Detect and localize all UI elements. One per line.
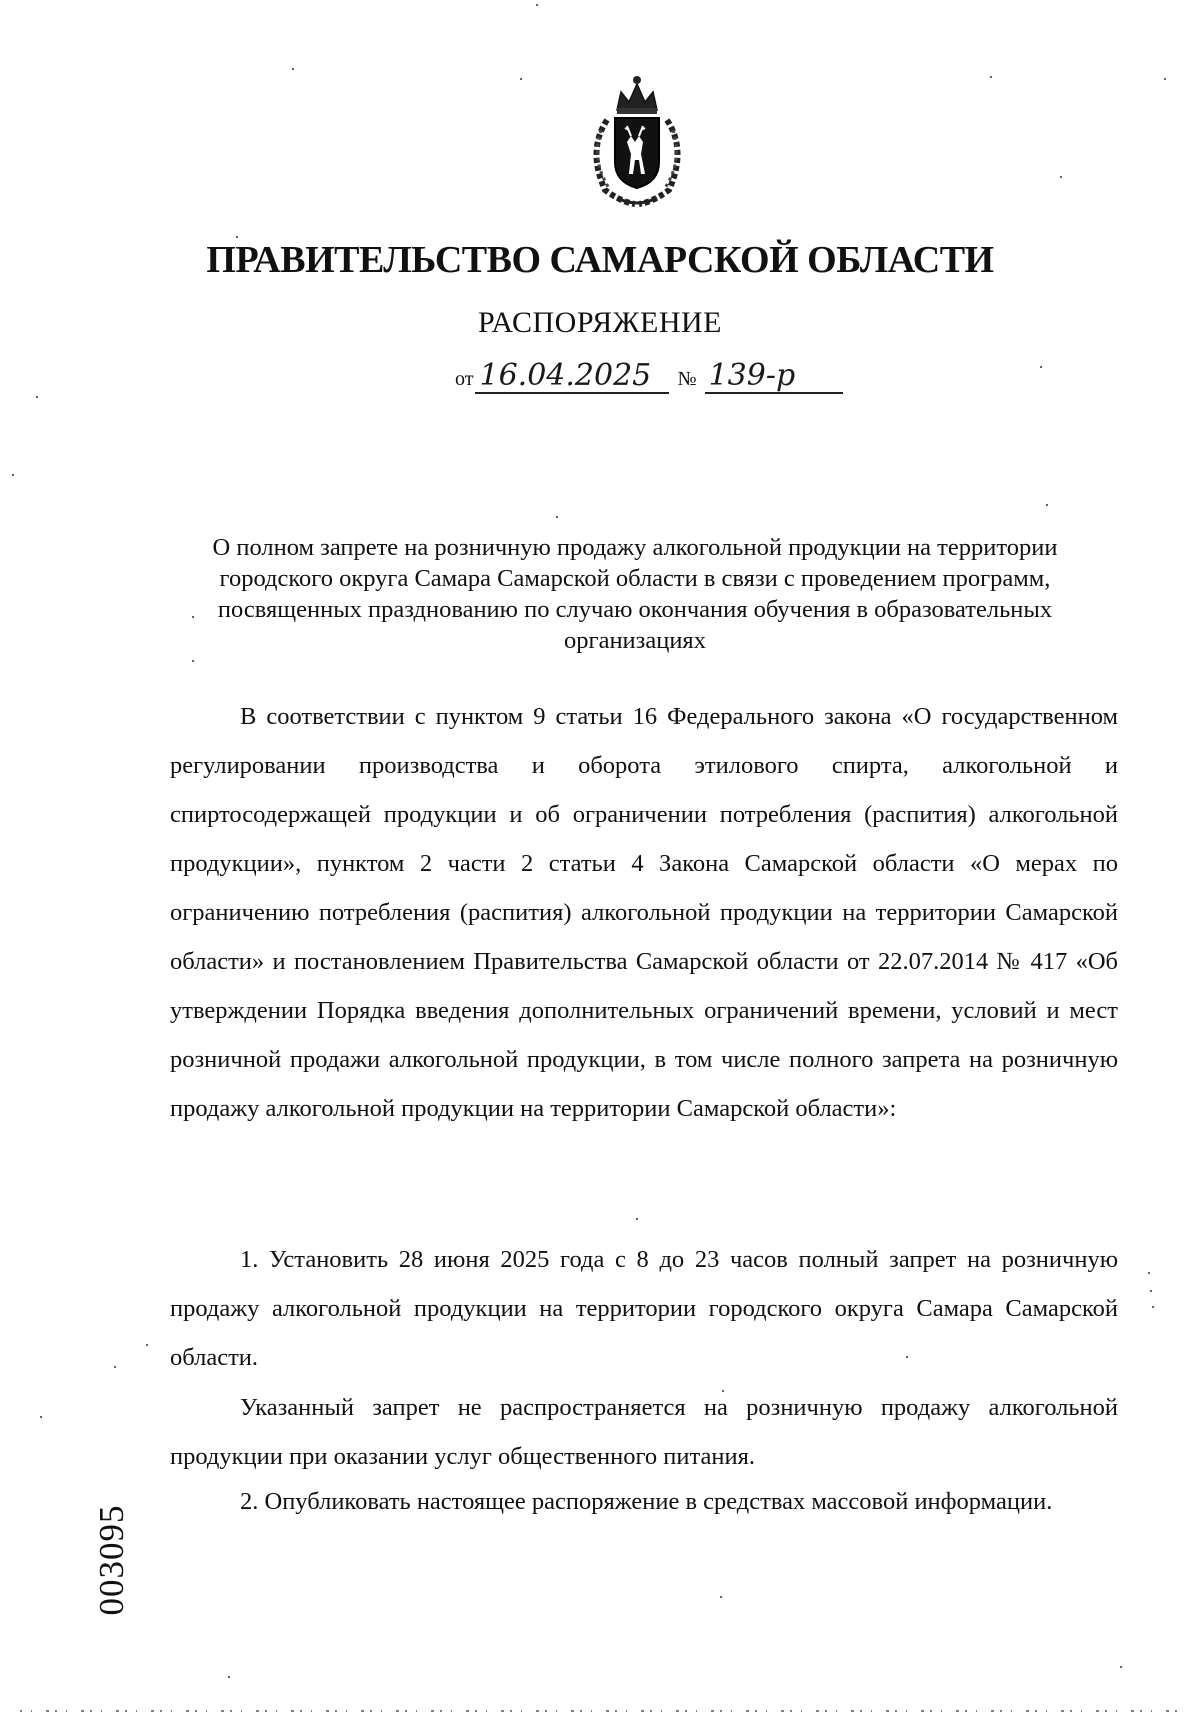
scan-speck	[228, 1676, 230, 1678]
date-prefix: от	[455, 368, 474, 390]
scan-speck	[1046, 504, 1048, 506]
document-type: РАСПОРЯЖЕНИЕ	[477, 306, 723, 339]
government-title: ПРАВИТЕЛЬСТВО САМАРСКОЙ ОБЛАСТИ	[206, 239, 994, 281]
scan-speck	[12, 474, 14, 476]
scan-speck	[720, 1596, 722, 1598]
body-paragraph: 2. Опубликовать настоящее распоряжение в средствах массовой информации.	[240, 1488, 1053, 1515]
document-subject: О полном запрете на розничную продажу алкогольной продукции на территории городского округа Самара Самарской области в связи с проведением программ, посвященных празднованию по случаю окончания обучения в образовательных организациях	[212, 534, 1058, 654]
body-paragraph: Указанный запрет не распространяется на розничную продажу алкогольной продукции при оказании услуг общественного питания.	[170, 1394, 1118, 1470]
document-date-number	[455, 360, 843, 400]
scan-speck	[192, 660, 194, 662]
number-prefix: №	[677, 368, 697, 390]
scan-speck	[292, 68, 294, 70]
scan-speck	[636, 1218, 638, 1220]
scan-speck	[36, 396, 38, 398]
scan-speck	[520, 78, 522, 80]
scan-speck	[1150, 1290, 1152, 1292]
scan-speck	[556, 516, 558, 518]
scan-speck	[114, 1366, 116, 1368]
scan-speck	[1040, 366, 1042, 368]
scan-speck	[1148, 1272, 1150, 1274]
coat-of-arms-emblem	[577, 70, 697, 210]
samara-oblast-coat-of-arms-icon	[577, 70, 697, 210]
scan-speck	[1164, 78, 1166, 80]
body-paragraph: 1. Установить 28 июня 2025 года с 8 до 23 часов полный запрет на розничную продажу алкогольной продукции на территории городского округа Самара Самарской области.	[170, 1246, 1118, 1371]
scan-edge-noise	[20, 1708, 1180, 1714]
scan-speck	[1152, 1306, 1154, 1308]
scan-speck	[536, 4, 538, 6]
scan-speck	[1120, 1666, 1122, 1668]
scan-speck	[1060, 176, 1062, 178]
scan-speck	[990, 76, 992, 78]
document-date: 16.04.2025	[475, 360, 669, 394]
scan-speck	[146, 1344, 148, 1346]
document-number: 139-р	[705, 360, 843, 394]
side-serial-number: 003095	[92, 1504, 131, 1616]
scan-speck	[40, 1416, 42, 1418]
body-paragraph: В соответствии с пунктом 9 статьи 16 Федерального закона «О государственном регулировании производства и оборота этилового спирта, алкогольной и спиртосодержащей продукции и об ограничении потребления (распития) алкогольной продукции», пунктом 2 части 2 статьи 4 Закона Самарской области «О мерах по ограничению потребления (распития) алкогольной продукции на территории Самарской области» и постановлением Правительства Самарской области от 22.07.2014 № 417 «Об утверждении Порядка введения дополнительных ограничений времени, условий и мест розничной продажи алкогольной продукции, в том числе полного запрета на розничную продажу алкогольной продукции на территории Самарской области»:	[170, 703, 1118, 1122]
